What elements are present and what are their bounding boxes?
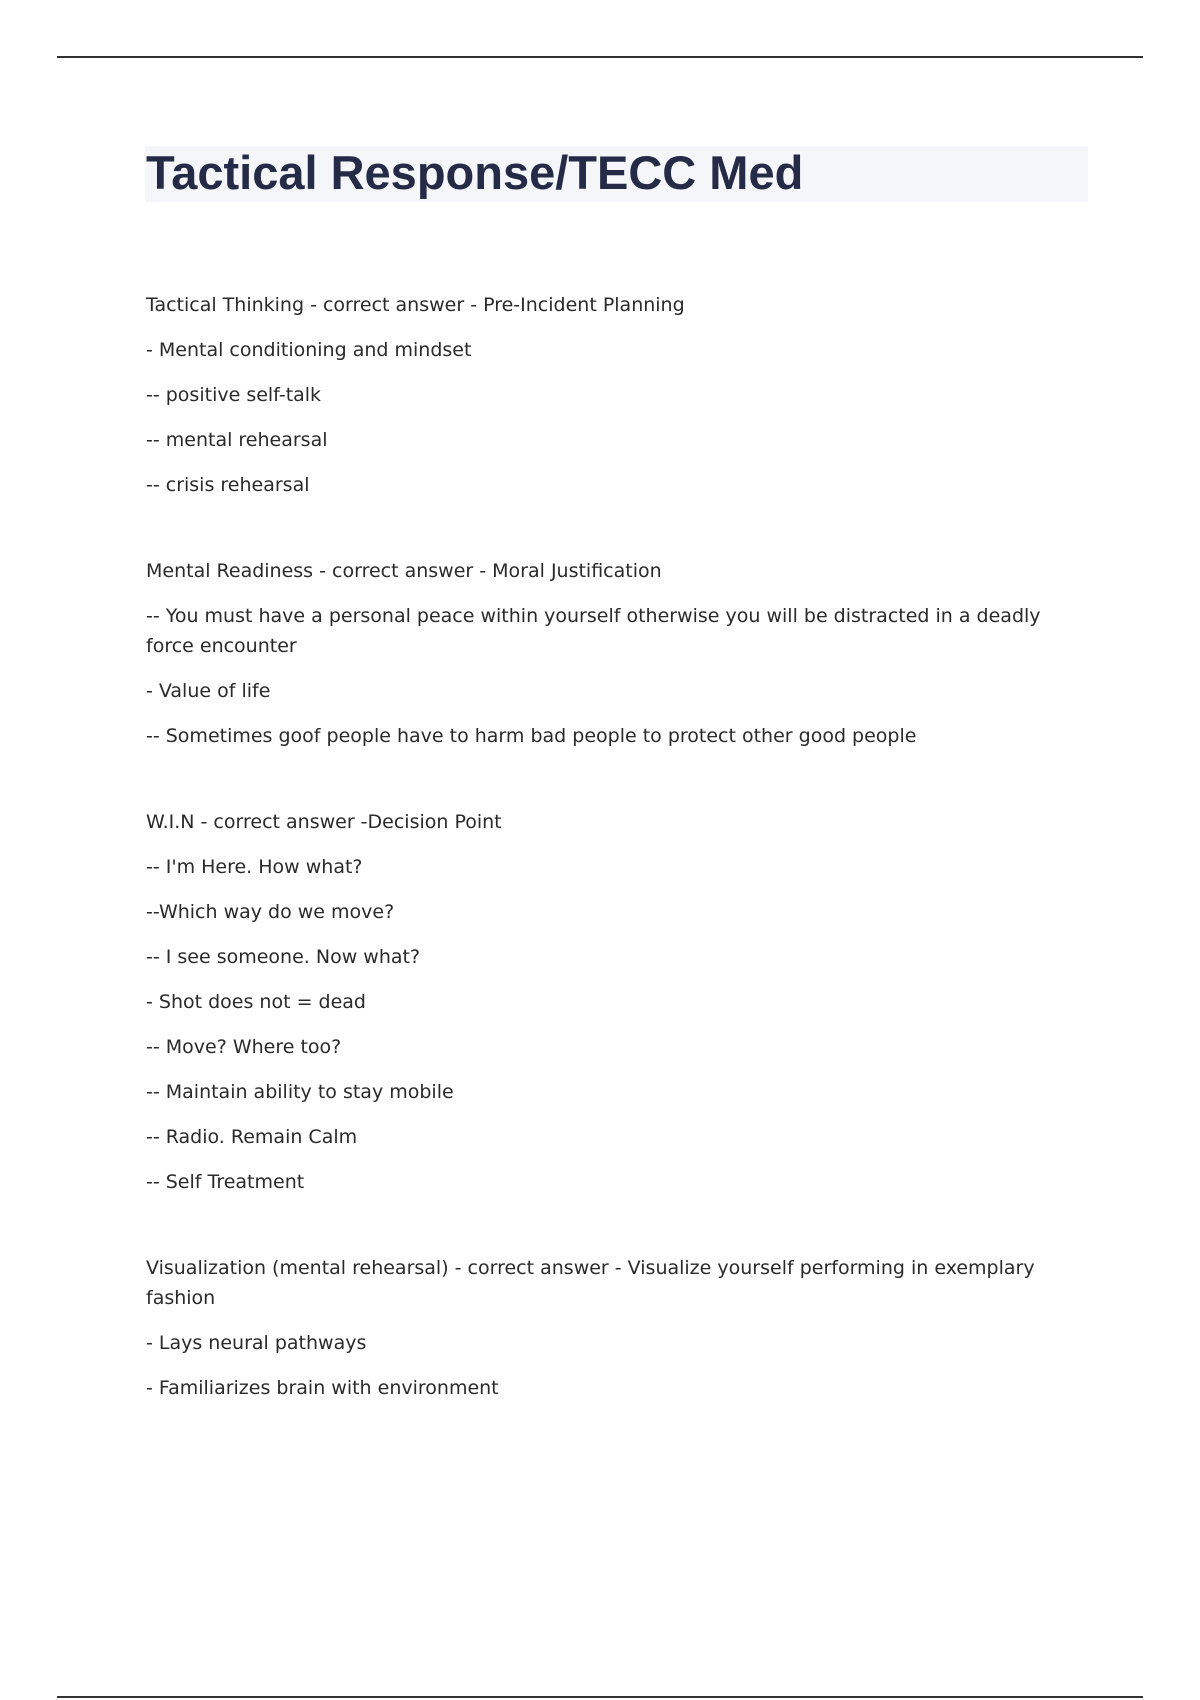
answer-line: -- positive self-talk [146, 384, 322, 406]
answer-line: -- crisis rehearsal [146, 474, 310, 496]
answer-line: - Value of life [146, 680, 271, 702]
qa-entry-mental-readiness [146, 556, 1076, 751]
answer-line: - Lays neural pathways [146, 1332, 367, 1354]
qa-entry-visualization [146, 1253, 1076, 1403]
document-body [146, 290, 1076, 1459]
answer-line: --Which way do we move? [146, 901, 395, 923]
question-line: Tactical Thinking - correct answer - Pre-Incident Planning [146, 294, 685, 316]
answer-line: - Shot does not = dead [146, 991, 366, 1013]
document-title: Tactical Response/TECC Med [146, 146, 804, 199]
question-line: Mental Readiness - correct answer - Moral Justification [146, 560, 662, 582]
bottom-rule [57, 1696, 1143, 1698]
answer-line: -- Move? Where too? [146, 1036, 342, 1058]
answer-line: - Mental conditioning and mindset [146, 339, 472, 361]
answer-line: -- I'm Here. How what? [146, 856, 363, 878]
answer-line: -- mental rehearsal [146, 429, 328, 451]
answer-line: -- Self Treatment [146, 1171, 305, 1193]
top-rule [57, 56, 1143, 58]
question-line: Visualization (mental rehearsal) - correct answer - Visualize yourself performing in exemplary fashion [146, 1257, 1035, 1309]
answer-line: -- I see someone. Now what? [146, 946, 421, 968]
qa-entry-win [146, 807, 1076, 1197]
answer-line: -- Sometimes goof people have to harm bad people to protect other good people [146, 725, 917, 747]
qa-entry-tactical-thinking [146, 290, 1076, 500]
question-line: W.I.N - correct answer -Decision Point [146, 811, 502, 833]
answer-line: -- Radio. Remain Calm [146, 1126, 358, 1148]
answer-line: -- You must have a personal peace within yourself otherwise you will be distracted in a deadly force encounter [146, 605, 1041, 657]
answer-line: -- Maintain ability to stay mobile [146, 1081, 454, 1103]
answer-line: - Familiarizes brain with environment [146, 1377, 499, 1399]
